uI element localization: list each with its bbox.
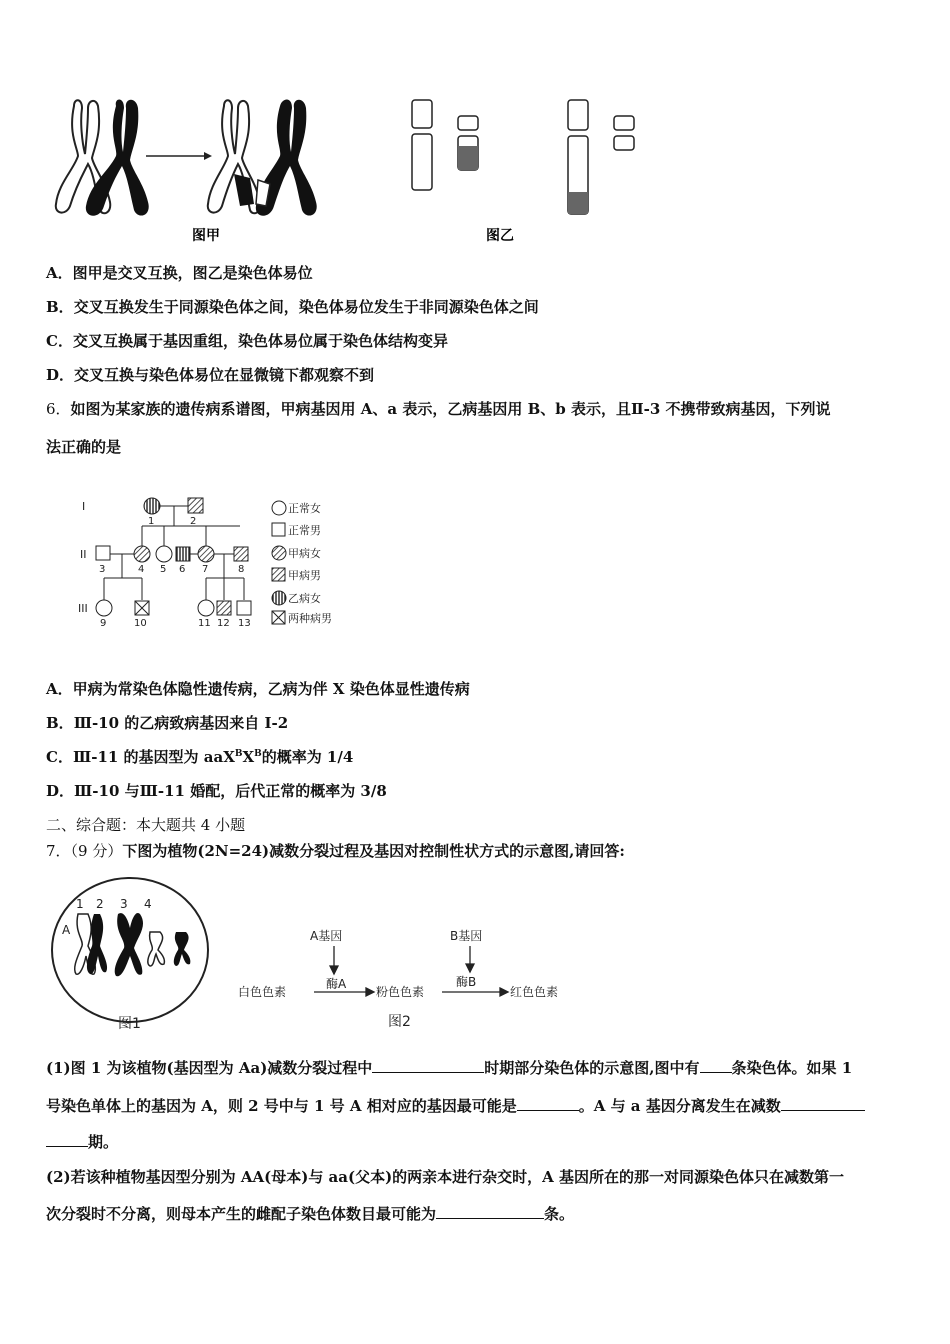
caption-jia: 图甲 bbox=[192, 228, 220, 244]
id-6: 6 bbox=[179, 564, 186, 575]
answer-blank-3[interactable] bbox=[517, 1096, 579, 1111]
chromatid-3-label: 3 bbox=[120, 897, 128, 911]
gene-a-node: A基因 bbox=[310, 929, 343, 943]
person-5 bbox=[156, 546, 172, 562]
answer-blank-4[interactable] bbox=[781, 1096, 865, 1111]
legend-normal-female: 正常女 bbox=[288, 502, 321, 515]
gene-b-node: B基因 bbox=[450, 929, 483, 943]
q7-part2-line1: (2)若该种植物基因型分别为 AA(母本)与 aa(父本)的两亲本进行杂交时，A 基因所在的那一对同源染色体只在减数第一 bbox=[46, 1168, 845, 1186]
person-1 bbox=[144, 498, 160, 514]
enzyme-b-label: 酶B bbox=[456, 975, 477, 989]
id-12: 12 bbox=[217, 618, 230, 629]
id-5: 5 bbox=[160, 564, 167, 575]
answer-blank-2[interactable] bbox=[700, 1058, 732, 1073]
answer-blank-5[interactable] bbox=[436, 1204, 544, 1219]
figure-2-pathway bbox=[230, 922, 570, 1032]
section-heading: 二、综合题：本大题共 4 小题 bbox=[46, 816, 246, 834]
id-11: 11 bbox=[198, 618, 211, 629]
legend-jia-female: 甲病女 bbox=[288, 547, 321, 560]
q5-option-d: D．交叉互换与染色体易位在显微镜下都观察不到 bbox=[46, 366, 375, 384]
figure-crossover-translocation bbox=[44, 94, 664, 246]
pedigree-legend bbox=[272, 501, 286, 624]
figure-2-caption: 图2 bbox=[388, 1014, 411, 1030]
q6-option-c: C．Ⅲ-11 的基因型为 $aaX^BX^B$的概率为 1/4 bbox=[46, 748, 354, 766]
answer-blank-1[interactable] bbox=[372, 1058, 484, 1073]
q6-option-b: B．Ⅲ-10 的乙病致病基因来自 I-2 bbox=[46, 714, 289, 732]
person-11 bbox=[198, 600, 214, 616]
q5-option-a: A．图甲是交叉互换，图乙是染色体易位 bbox=[46, 264, 313, 282]
person-3 bbox=[96, 546, 110, 560]
pink-pigment: 粉色色素 bbox=[376, 985, 425, 999]
legend-both-male: 两种病男 bbox=[288, 612, 332, 625]
id-7: 7 bbox=[202, 564, 209, 575]
person-9 bbox=[96, 600, 112, 616]
person-2 bbox=[188, 498, 203, 513]
answer-blank-4-cont[interactable] bbox=[46, 1132, 88, 1147]
id-4: 4 bbox=[138, 564, 145, 575]
legend-jia-male: 甲病男 bbox=[288, 569, 321, 582]
id-13: 13 bbox=[238, 618, 251, 629]
q6-stem: 6．如图为某家族的遗传病系谱图，甲病基因用 A、a 表示，乙病基因用 B、b 表示，且Ⅱ-3 不携带致病基因，下列说 bbox=[46, 400, 831, 418]
translocation-before bbox=[412, 100, 478, 190]
q5-option-c: C．交叉互换属于基因重组，染色体易位属于染色体结构变异 bbox=[46, 332, 448, 350]
person-13 bbox=[237, 601, 251, 615]
q7-part1-line1: (1)图 1 为该植物(基因型为 Aa)减数分裂过程中 时期部分染色体的示意图,图中有 条染色体。如果 1 bbox=[46, 1059, 853, 1077]
white-pigment: 白色色素 bbox=[238, 985, 287, 999]
enzyme-a-label: 酶A bbox=[326, 977, 347, 991]
chromosome-dark-before bbox=[86, 100, 149, 216]
q7-stem: 7．（9 分）下图为植物(2N=24)减数分裂过程及基因对控制性状方式的示意图,请回答: bbox=[46, 842, 625, 860]
pedigree-chart bbox=[74, 490, 354, 635]
person-6 bbox=[176, 547, 190, 561]
id-8: 8 bbox=[238, 564, 245, 575]
gene-a-label: A bbox=[62, 923, 71, 937]
id-9: 9 bbox=[100, 618, 107, 629]
q7-part1-line3: 期。 bbox=[46, 1131, 118, 1152]
gen-label-3: III bbox=[78, 602, 88, 615]
q5-option-b: B．交叉互换发生于同源染色体之间，染色体易位发生于非同源染色体之间 bbox=[46, 298, 539, 316]
legend-yi-female: 乙病女 bbox=[288, 592, 321, 605]
caption-yi: 图乙 bbox=[486, 228, 514, 244]
chromatid-4-label: 4 bbox=[144, 897, 152, 911]
id-2: 2 bbox=[190, 516, 197, 527]
q6-option-a: A．甲病为常染色体隐性遗传病，乙病为伴 X 染色体显性遗传病 bbox=[46, 680, 470, 698]
person-4 bbox=[134, 546, 150, 562]
person-8 bbox=[234, 547, 248, 561]
q6-option-d: D．Ⅲ-10 与Ⅲ-11 婚配，后代正常的概率为 3/8 bbox=[46, 782, 387, 800]
q6-stem-cont: 法正确的是 bbox=[46, 438, 122, 456]
chromatid-1-label: 1 bbox=[76, 897, 84, 911]
id-10: 10 bbox=[134, 618, 147, 629]
person-7 bbox=[198, 546, 214, 562]
q7-part2-line2: 次分裂时不分离，则母本产生的雌配子染色体数目最可能为 条。 bbox=[46, 1205, 575, 1223]
id-3: 3 bbox=[99, 564, 106, 575]
id-1: 1 bbox=[148, 516, 155, 527]
chromatid-2-label: 2 bbox=[96, 897, 104, 911]
red-pigment: 红色色素 bbox=[510, 985, 559, 999]
figure-1-caption: 图1 bbox=[118, 1016, 141, 1032]
gen-label-1: I bbox=[82, 500, 86, 513]
figure-1-cell bbox=[44, 870, 214, 1035]
person-12 bbox=[217, 601, 231, 615]
gen-label-2: II bbox=[80, 548, 87, 561]
q7-part1-line2: 号染色单体上的基因为 A，则 2 号中与 1 号 A 相对应的基因最可能是 。A 与 a 基因分离发生在减数 bbox=[46, 1095, 865, 1116]
legend-normal-male: 正常男 bbox=[288, 524, 321, 537]
